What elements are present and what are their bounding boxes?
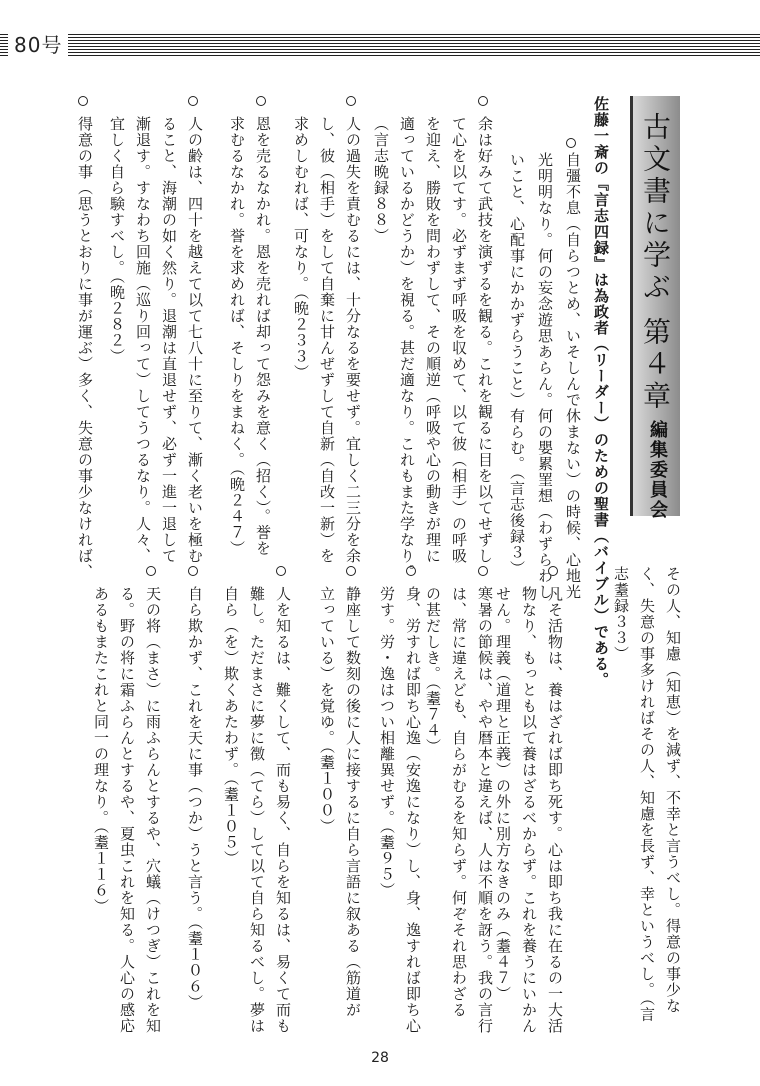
text-column: 凡そ活物は、養はざれば即ち死す。心は即ち我に在るの一大活 [546, 586, 564, 1034]
text-column: ること、海潮の如く然り。退潮は直退せず、必ず一進一退して [160, 116, 178, 564]
text-column: 漸退す。すなわち回施（巡り回って）してうつるなり。人々、 [134, 116, 152, 564]
text-column: 求めしむれば、可なり。（晩２３３） [292, 116, 310, 381]
page-title: 古文書に学ぶ 第４章 [639, 112, 672, 413]
text-column: 恩を売るなかれ。恩を売れば却って怨みを意く（招く）。誉を [254, 116, 272, 557]
text-column: 身、労すれば即ち心逸（安逸になり）し、身、逸すれば即ち心 [404, 586, 422, 1034]
bullet-icon [188, 96, 198, 106]
text-column: る。野の将に霜ふらんとするや、夏虫これを知る。人心の感応 [118, 586, 136, 1034]
text-column: 求むるなかれ。誉を求めれば、そしりをまねく。（晩２４７） [228, 116, 246, 557]
bullet-icon [276, 566, 286, 576]
text-column: 志耋録３３） [612, 566, 630, 662]
bullet-icon [146, 566, 156, 576]
bullet-icon [478, 566, 488, 576]
bullet-icon [256, 96, 266, 106]
bullet-icon [566, 138, 576, 148]
issue-label: 80号 [8, 32, 68, 58]
byline: 編集委員会 [647, 420, 668, 520]
text-column: て心を以てす。必ずまず呼吸を収めて、以て彼（相手）の呼吸 [450, 116, 468, 564]
text-column: 宜しく自ら験すべし。（晩２８２） [108, 116, 126, 365]
page-number: 28 [371, 1050, 389, 1066]
text-column: し、彼（相手）をして自棄に甘んぜずして自新（自改一新）を [318, 116, 336, 564]
intro-line: 自彊不息（自らつとめ、いそしんで休まない）の時候、心地光 [564, 152, 582, 600]
text-column: 人の過失を責むるには、十分なるを要せず。宜しく二三分を余 [344, 116, 362, 564]
text-column: 難し。ただまさに夢に徴（てら）して以て自ら知るべし。夢は [248, 586, 266, 1034]
text-column: 静座して数刻の後に人に接するに自ら言語に叙ある（筋道が [344, 586, 362, 1018]
bullet-icon [406, 566, 416, 576]
text-column: 人を知るは、難くして、而も易く、自らを知るは、易くて而も [274, 586, 292, 1034]
text-column: 労す。労・逸はつい相離異せず。（耋９５） [378, 586, 396, 899]
text-column: 自ら（を）欺くあたわず。（耋１０５） [222, 586, 240, 867]
text-column: 人の齢は、四十を越えて以て七八十に至りて、漸く老いを極む [186, 116, 204, 564]
text-column: 自ら欺かず、これを天に事（つか）うと言う。（耋１０６） [186, 586, 204, 1011]
text-column: は、常に違えども、自らがむるを知らず。何ぞそれ思わざる [450, 586, 468, 1018]
header-band [0, 34, 760, 56]
text-column: （言志晩録８８） [372, 116, 390, 244]
text-column: 得意の事（思うとおりに事が運ぶ）多く、失意の事少なければ、 [76, 116, 94, 580]
text-column: 立っている）を覚ゆ。（耋１００） [318, 586, 336, 835]
text-column: 余は好みて武技を演ずるを観る。これを観るに目を以てせずし [476, 116, 494, 564]
text-column: あるもまたこれと同一の理なり。（耋１１６） [92, 586, 110, 915]
bullet-icon [188, 566, 198, 576]
bullet-icon [548, 566, 558, 576]
bullet-icon [346, 96, 356, 106]
bullet-icon [78, 96, 88, 106]
text-column: 天の将（まさ）に雨ふらんとするや、穴蟻（けつぎ）これを知 [144, 586, 162, 1034]
text-column: その人、知慮（知恵）を減ず、不幸と言うべし。得意の事少な [664, 566, 682, 1014]
intro-lead: 佐藤一斎の『言志四録』は為政者（リーダー）のための聖書（バイブル）である。 [592, 96, 610, 688]
intro-line: いこと、心配事にかかずらうこと）有らむ。（言志後録３） [508, 152, 526, 577]
bullet-icon [478, 96, 488, 106]
text-column: く、失意の事多ければその人、知慮を長ず、幸というべし。（言 [638, 566, 656, 1023]
text-column: 物なり、もっとも以て養はざるべからず。これを養うにいかん [520, 586, 538, 1034]
text-column: 寒暑の節候は、やや暦本と違えば、人は不順を訝う。我の言行 [476, 586, 494, 1034]
text-column: を迎え、勝敗を問わずして、その順逆（呼吸や心の動きが理に [424, 116, 442, 564]
text-column: せん。理義（道理と正義）の外に別方なきのみ（耋４７） [494, 586, 512, 1002]
bullet-icon [346, 566, 356, 576]
intro-line: 光明明なり。何の妄念遊思あらん。何の嬰累罣想（わずらわし [536, 152, 554, 600]
text-column: の甚だしき。（耋７４） [424, 586, 442, 755]
text-column: 適っているかどうか）を視る。甚だ適なり。これもまた学なり。 [398, 116, 416, 580]
